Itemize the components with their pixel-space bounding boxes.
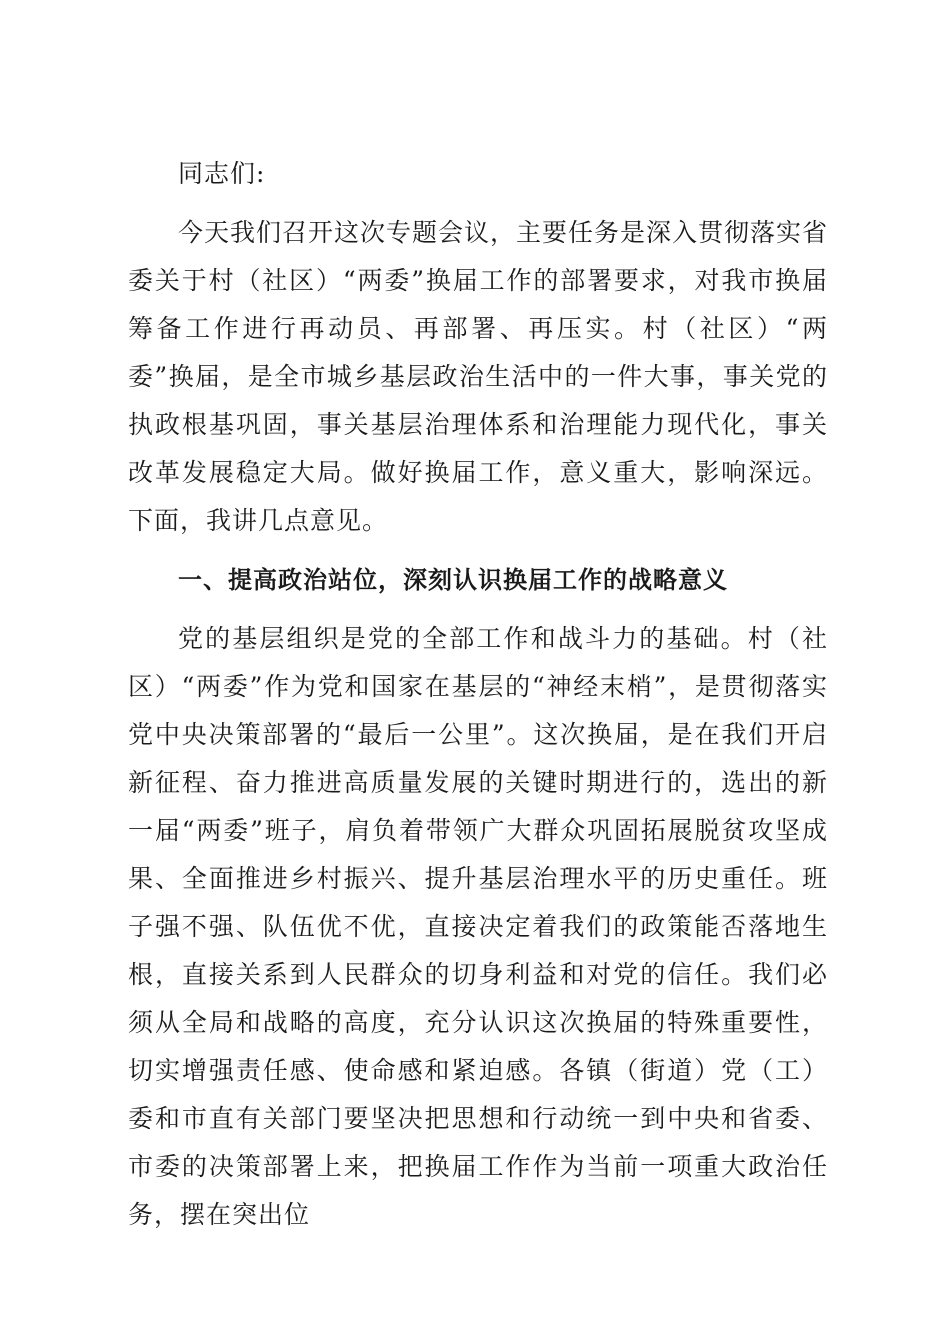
opening-paragraph: 今天我们召开这次专题会议，主要任务是深入贯彻落实省委关于村（社区）“两委”换届工作的部署要求，对我市换届筹备工作进行再动员、再部署、再压实。村（社区）“两委”换届，是全市城乡基层政治生活中的一件大事，事关党的执政根基巩固，事关基层治理体系和治理能力现代化，事关改革发展稳定大局。做好换届工作，意义重大，影响深远。下面，我讲几点意见。 — [128, 218, 829, 535]
section-heading: 一、提高政治站位，深刻认识换届工作的战略意义 — [178, 566, 728, 594]
body-paragraph: 党的基层组织是党的全部工作和战斗力的基础。村（社区）“两委”作为党和国家在基层的“神经末梢”，是贯彻落实党中央决策部署的“最后一公里”。这次换届，是在我们开启新征程、奋力推进高质量发展的关键时期进行的，选出的新一届“两委”班子，肩负着带领广大群众巩固拓展脱贫攻坚成果、全面推进乡村振兴、提升基层治理水平的历史重任。班子强不强、队伍优不优，直接决定着我们的政策能否落地生根，直接关系到人民群众的切身利益和对党的信任。我们必须从全局和战略的高度，充分认识这次换届的特殊重要性，切实增强责任感、使命感和紧迫感。各镇（街道）党（工）委和市直有关部门要坚决把思想和行动统一到中央和省委、市委的决策部署上来，把换届工作作为当前一项重大政治任务，摆在突出位 — [128, 624, 828, 1229]
greeting: 同志们: — [178, 159, 266, 188]
document-body — [128, 150, 828, 1239]
